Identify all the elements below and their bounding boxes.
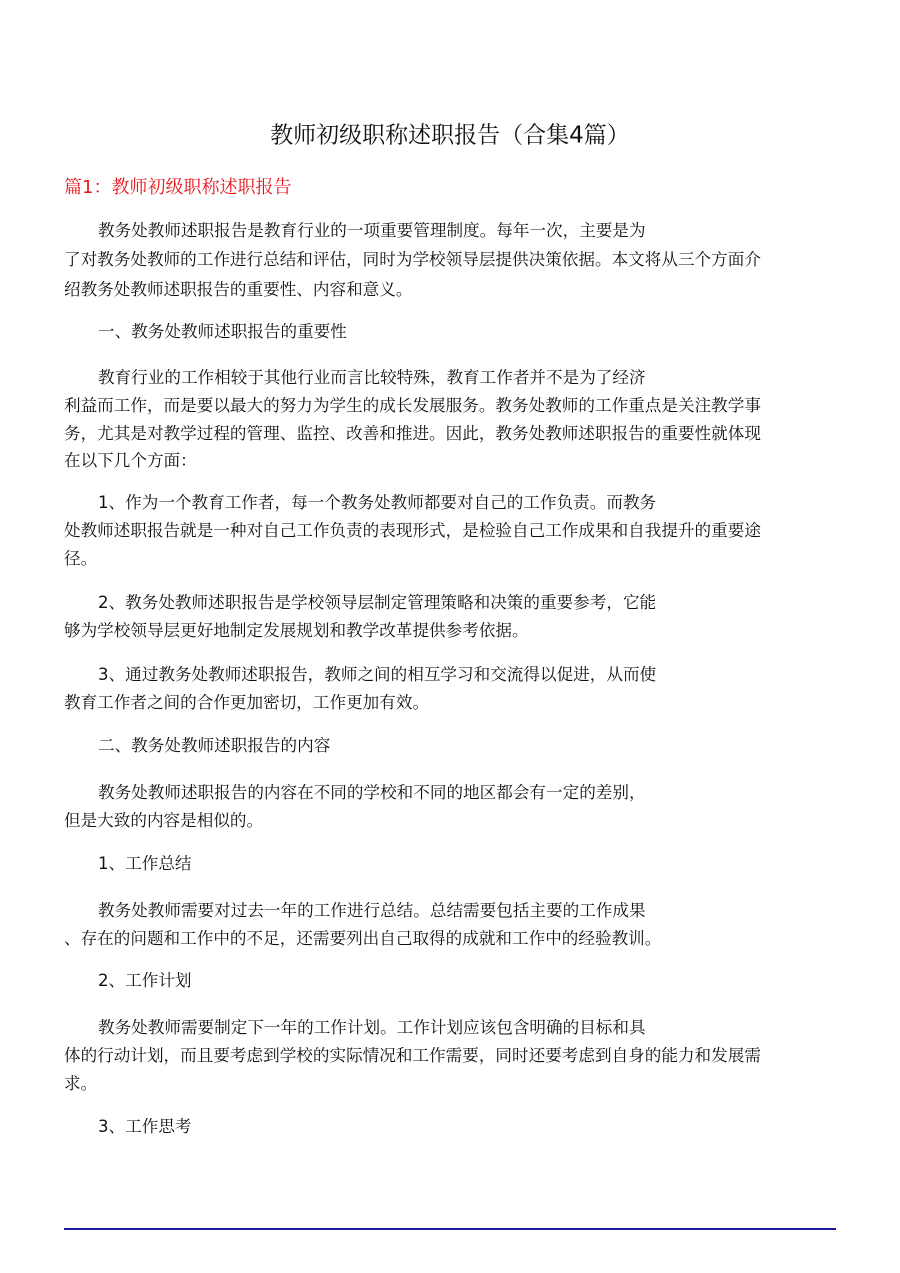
paragraph-line: 2、教务处教师述职报告是学校领导层制定管理策略和决策的重要参考，它能: [98, 593, 657, 612]
paragraph-line: 在以下几个方面：: [64, 451, 197, 470]
paragraph-line: 处教师述职报告就是一种对自己工作负责的表现形式，是检验自己工作成果和自我提升的重要途: [64, 521, 761, 540]
paragraph-line: 了对教务处教师的工作进行总结和评估，同时为学校领导层提供决策依据。本文将从三个方面介: [64, 250, 761, 269]
section-heading: 篇1：教师初级职称述职报告: [64, 177, 292, 198]
subheading: 3、工作思考: [98, 1117, 192, 1136]
paragraph-line: 教务处教师需要对过去一年的工作进行总结。总结需要包括主要的工作成果: [98, 901, 646, 920]
paragraph-line: 务，尤其是对教学过程的管理、监控、改善和推进。因此，教务处教师述职报告的重要性就体现: [64, 424, 761, 443]
footer-rule: [64, 1228, 836, 1230]
paragraph-line: 教育工作者之间的合作更加密切，工作更加有效。: [64, 693, 430, 712]
paragraph-line: 绍教务处教师述职报告的重要性、内容和意义。: [64, 280, 413, 299]
paragraph-line: 教务处教师述职报告是教育行业的一项重要管理制度。每年一次，主要是为: [98, 221, 646, 240]
paragraph-line: 教务处教师述职报告的内容在不同的学校和不同的地区都会有一定的差别，: [98, 783, 646, 802]
paragraph-line: 利益而工作，而是要以最大的努力为学生的成长发展服务。教务处教师的工作重点是关注教学事: [64, 396, 761, 415]
paragraph-line: 教育行业的工作相较于其他行业而言比较特殊，教育工作者并不是为了经济: [98, 368, 646, 387]
paragraph-line: 教务处教师需要制定下一年的工作计划。工作计划应该包含明确的目标和具: [98, 1018, 646, 1037]
subheading: 二、教务处教师述职报告的内容: [98, 736, 331, 755]
document-title: 教师初级职称述职报告（合集4篇）: [270, 122, 630, 149]
subheading: 1、工作总结: [98, 854, 192, 873]
paragraph-line: 1、作为一个教育工作者，每一个教务处教师都要对自己的工作负责。而教务: [98, 493, 657, 512]
paragraph-line: 求。: [64, 1074, 98, 1093]
paragraph-line: 但是大致的内容是相似的。: [64, 811, 264, 830]
subheading: 2、工作计划: [98, 971, 192, 990]
paragraph-line: 、存在的问题和工作中的不足，还需要列出自己取得的成就和工作中的经验教训。: [64, 929, 662, 948]
subheading: 一、教务处教师述职报告的重要性: [98, 322, 347, 341]
paragraph-line: 3、通过教务处教师述职报告，教师之间的相互学习和交流得以促进，从而使: [98, 665, 657, 684]
paragraph-line: 够为学校领导层更好地制定发展规划和教学改革提供参考依据。: [64, 621, 529, 640]
paragraph-line: 体的行动计划，而且要考虑到学校的实际情况和工作需要，同时还要考虑到自身的能力和发展需: [64, 1046, 761, 1065]
paragraph-line: 径。: [64, 549, 98, 568]
